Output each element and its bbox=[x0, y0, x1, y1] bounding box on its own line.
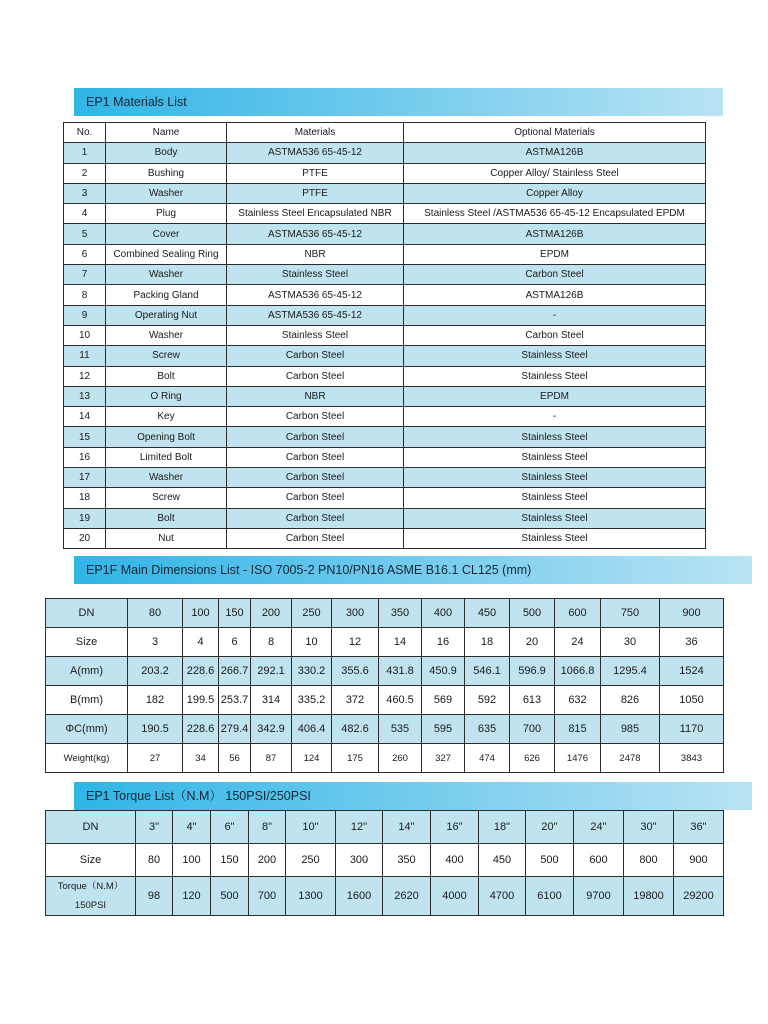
table-cell: 13 bbox=[64, 386, 106, 406]
table-cell: EPDM bbox=[404, 244, 706, 264]
table-cell: 16" bbox=[431, 811, 479, 844]
table-cell: 14 bbox=[64, 407, 106, 427]
table-cell: 6 bbox=[219, 628, 251, 657]
table-row bbox=[46, 628, 724, 657]
table-cell: Carbon Steel bbox=[227, 447, 404, 467]
table-cell: 985 bbox=[601, 715, 660, 744]
table-cell: 500 bbox=[211, 877, 249, 916]
table-cell: NBR bbox=[227, 386, 404, 406]
table-cell: 203.2 bbox=[128, 657, 183, 686]
table-cell: 3843 bbox=[660, 744, 724, 773]
table-cell: 1524 bbox=[660, 657, 724, 686]
table-cell: Stainless Steel bbox=[404, 488, 706, 508]
table-cell: 406.4 bbox=[292, 715, 332, 744]
table-cell: 600 bbox=[574, 844, 624, 877]
row-label: Size bbox=[46, 628, 128, 657]
table-cell: 10 bbox=[64, 325, 106, 345]
table-cell: 24" bbox=[574, 811, 624, 844]
table-cell: 750 bbox=[601, 599, 660, 628]
dimensions-table-body bbox=[46, 599, 724, 773]
table-cell: 450 bbox=[479, 844, 526, 877]
table-cell: 4" bbox=[173, 811, 211, 844]
table-row bbox=[64, 244, 706, 264]
table-cell: Stainless Steel bbox=[227, 265, 404, 285]
table-cell: 80 bbox=[128, 599, 183, 628]
torque-list-title: EP1 Torque List（N.M） 150PSI/250PSI bbox=[74, 782, 752, 810]
table-cell: Stainless Steel bbox=[404, 366, 706, 386]
table-cell: Limited Bolt bbox=[106, 447, 227, 467]
table-cell: Carbon Steel bbox=[227, 427, 404, 447]
table-row bbox=[46, 599, 724, 628]
table-row bbox=[64, 325, 706, 345]
table-row bbox=[64, 143, 706, 163]
table-cell: 150 bbox=[219, 599, 251, 628]
table-row bbox=[64, 285, 706, 305]
table-cell: 199.5 bbox=[183, 686, 219, 715]
table-cell: 350 bbox=[379, 599, 422, 628]
table-cell: - bbox=[404, 305, 706, 325]
table-cell: Bushing bbox=[106, 163, 227, 183]
table-cell: 100 bbox=[183, 599, 219, 628]
table-row bbox=[64, 447, 706, 467]
table-cell: 595 bbox=[422, 715, 465, 744]
table-cell: Screw bbox=[106, 346, 227, 366]
materials-table-body bbox=[64, 123, 706, 549]
table-cell: PTFE bbox=[227, 163, 404, 183]
table-cell: 600 bbox=[555, 599, 601, 628]
table-cell: 6100 bbox=[526, 877, 574, 916]
table-cell: Opening Bolt bbox=[106, 427, 227, 447]
table-cell: 18" bbox=[479, 811, 526, 844]
table-cell: 12 bbox=[64, 366, 106, 386]
table-cell: Stainless Steel Encapsulated NBR bbox=[227, 204, 404, 224]
table-cell: 18 bbox=[465, 628, 510, 657]
table-row bbox=[46, 844, 724, 877]
table-cell: 535 bbox=[379, 715, 422, 744]
table-cell: 120 bbox=[173, 877, 211, 916]
table-cell: 314 bbox=[251, 686, 292, 715]
table-cell: 19800 bbox=[624, 877, 674, 916]
table-row bbox=[64, 468, 706, 488]
column-header: Materials bbox=[227, 123, 404, 143]
table-cell: 10 bbox=[292, 628, 332, 657]
table-cell: Plug bbox=[106, 204, 227, 224]
table-cell: 24 bbox=[555, 628, 601, 657]
row-label: B(mm) bbox=[46, 686, 128, 715]
table-cell: 3 bbox=[128, 628, 183, 657]
table-cell: 1476 bbox=[555, 744, 601, 773]
table-cell: 400 bbox=[431, 844, 479, 877]
row-label: Weight(kg) bbox=[46, 744, 128, 773]
table-cell: Copper Alloy bbox=[404, 183, 706, 203]
table-cell: 250 bbox=[286, 844, 336, 877]
table-cell: 20 bbox=[64, 528, 106, 548]
table-cell: 1600 bbox=[336, 877, 383, 916]
table-cell: 228.6 bbox=[183, 657, 219, 686]
table-cell: 500 bbox=[526, 844, 574, 877]
table-cell: 6 bbox=[64, 244, 106, 264]
table-cell: 175 bbox=[332, 744, 379, 773]
table-cell: 1050 bbox=[660, 686, 724, 715]
table-cell: ASTMA536 65-45-12 bbox=[227, 285, 404, 305]
table-cell: 14 bbox=[379, 628, 422, 657]
table-cell: 2620 bbox=[383, 877, 431, 916]
table-cell: 700 bbox=[249, 877, 286, 916]
torque-table bbox=[45, 810, 724, 916]
table-cell: 10" bbox=[286, 811, 336, 844]
table-cell: 253.7 bbox=[219, 686, 251, 715]
table-cell: Carbon Steel bbox=[227, 346, 404, 366]
table-cell: Combined Sealing Ring bbox=[106, 244, 227, 264]
table-cell: 700 bbox=[510, 715, 555, 744]
table-cell: 826 bbox=[601, 686, 660, 715]
table-cell: 11 bbox=[64, 346, 106, 366]
table-cell: 19 bbox=[64, 508, 106, 528]
table-cell: 800 bbox=[624, 844, 674, 877]
row-label-line-1: Torque（N.M） bbox=[57, 881, 124, 892]
table-cell: Body bbox=[106, 143, 227, 163]
table-cell: 29200 bbox=[674, 877, 724, 916]
table-cell: 474 bbox=[465, 744, 510, 773]
dimensions-table bbox=[45, 598, 724, 773]
table-cell: 34 bbox=[183, 744, 219, 773]
table-cell: 250 bbox=[292, 599, 332, 628]
table-cell: 15 bbox=[64, 427, 106, 447]
table-cell: Nut bbox=[106, 528, 227, 548]
table-cell: 6" bbox=[211, 811, 249, 844]
table-cell: Carbon Steel bbox=[227, 508, 404, 528]
table-cell: 300 bbox=[332, 599, 379, 628]
row-label: DN bbox=[46, 599, 128, 628]
table-cell: Carbon Steel bbox=[227, 407, 404, 427]
table-cell: 2478 bbox=[601, 744, 660, 773]
table-cell: 3 bbox=[64, 183, 106, 203]
table-cell: ASTMA126B bbox=[404, 285, 706, 305]
table-cell: Washer bbox=[106, 325, 227, 345]
table-cell: 36 bbox=[660, 628, 724, 657]
table-cell: 1 bbox=[64, 143, 106, 163]
table-cell: 8" bbox=[249, 811, 286, 844]
table-row bbox=[64, 183, 706, 203]
table-cell: Copper Alloy/ Stainless Steel bbox=[404, 163, 706, 183]
table-row bbox=[46, 657, 724, 686]
table-cell: 98 bbox=[136, 877, 173, 916]
table-row bbox=[46, 811, 724, 844]
table-row bbox=[64, 407, 706, 427]
table-cell: 150 bbox=[211, 844, 249, 877]
table-cell: 190.5 bbox=[128, 715, 183, 744]
row-label: A(mm) bbox=[46, 657, 128, 686]
table-cell: 27 bbox=[128, 744, 183, 773]
table-cell: - bbox=[404, 407, 706, 427]
table-row bbox=[46, 744, 724, 773]
table-cell: ASTMA126B bbox=[404, 224, 706, 244]
table-cell: 20" bbox=[526, 811, 574, 844]
table-cell: 300 bbox=[336, 844, 383, 877]
table-cell: 8 bbox=[64, 285, 106, 305]
table-cell: 431.8 bbox=[379, 657, 422, 686]
materials-list-title: EP1 Materials List bbox=[74, 88, 723, 116]
table-cell: Operating Nut bbox=[106, 305, 227, 325]
table-cell: Stainless Steel bbox=[404, 447, 706, 467]
table-cell: 372 bbox=[332, 686, 379, 715]
table-cell: Carbon Steel bbox=[227, 528, 404, 548]
table-cell: EPDM bbox=[404, 386, 706, 406]
table-row bbox=[64, 508, 706, 528]
table-cell: 815 bbox=[555, 715, 601, 744]
column-header: Optional Materials bbox=[404, 123, 706, 143]
table-cell: 632 bbox=[555, 686, 601, 715]
table-row bbox=[64, 224, 706, 244]
table-cell: 355.6 bbox=[332, 657, 379, 686]
table-row bbox=[64, 528, 706, 548]
table-cell: NBR bbox=[227, 244, 404, 264]
materials-table bbox=[63, 122, 706, 549]
table-cell: 500 bbox=[510, 599, 555, 628]
table-cell: 342.9 bbox=[251, 715, 292, 744]
table-cell: 260 bbox=[379, 744, 422, 773]
table-cell: 292.1 bbox=[251, 657, 292, 686]
table-cell: Screw bbox=[106, 488, 227, 508]
table-cell: 4 bbox=[183, 628, 219, 657]
table-cell: 87 bbox=[251, 744, 292, 773]
table-cell: 900 bbox=[674, 844, 724, 877]
table-cell: 613 bbox=[510, 686, 555, 715]
table-cell: Stainless Steel bbox=[404, 508, 706, 528]
table-cell: Stainless Steel bbox=[404, 346, 706, 366]
table-cell: 1066.8 bbox=[555, 657, 601, 686]
table-cell: Packing Gland bbox=[106, 285, 227, 305]
table-cell: 279.4 bbox=[219, 715, 251, 744]
table-cell: Washer bbox=[106, 468, 227, 488]
table-cell: 626 bbox=[510, 744, 555, 773]
table-cell: 182 bbox=[128, 686, 183, 715]
table-cell: Cover bbox=[106, 224, 227, 244]
table-cell: 1170 bbox=[660, 715, 724, 744]
table-cell: 335.2 bbox=[292, 686, 332, 715]
table-cell: Bolt bbox=[106, 508, 227, 528]
table-cell: 1295.4 bbox=[601, 657, 660, 686]
row-label: DN bbox=[46, 811, 136, 844]
row-label: ΦC(mm) bbox=[46, 715, 128, 744]
table-cell: 350 bbox=[383, 844, 431, 877]
table-cell: 9700 bbox=[574, 877, 624, 916]
table-cell: Stainless Steel bbox=[404, 427, 706, 447]
table-cell: 12" bbox=[336, 811, 383, 844]
table-row bbox=[64, 305, 706, 325]
table-cell: Stainless Steel bbox=[227, 325, 404, 345]
table-row bbox=[64, 366, 706, 386]
table-cell: Stainless Steel bbox=[404, 468, 706, 488]
table-cell: 450.9 bbox=[422, 657, 465, 686]
table-cell: ASTMA536 65-45-12 bbox=[227, 305, 404, 325]
table-cell: 450 bbox=[465, 599, 510, 628]
table-cell: 5 bbox=[64, 224, 106, 244]
table-cell: 635 bbox=[465, 715, 510, 744]
table-row bbox=[64, 427, 706, 447]
table-row bbox=[64, 386, 706, 406]
table-cell: 460.5 bbox=[379, 686, 422, 715]
table-cell: 12 bbox=[332, 628, 379, 657]
table-row bbox=[46, 686, 724, 715]
table-cell: 8 bbox=[251, 628, 292, 657]
table-cell: 2 bbox=[64, 163, 106, 183]
table-header-row bbox=[64, 123, 706, 143]
table-cell: 36" bbox=[674, 811, 724, 844]
table-cell: 327 bbox=[422, 744, 465, 773]
table-cell: 3" bbox=[136, 811, 173, 844]
table-cell: Stainless Steel bbox=[404, 528, 706, 548]
table-cell: Carbon Steel bbox=[227, 488, 404, 508]
table-row bbox=[46, 877, 724, 916]
table-cell: 1300 bbox=[286, 877, 336, 916]
table-cell: Carbon Steel bbox=[227, 468, 404, 488]
table-cell: 30 bbox=[601, 628, 660, 657]
table-row bbox=[64, 488, 706, 508]
table-cell: 592 bbox=[465, 686, 510, 715]
table-cell: Bolt bbox=[106, 366, 227, 386]
torque-table-body bbox=[46, 811, 724, 916]
table-cell: ASTMA536 65-45-12 bbox=[227, 143, 404, 163]
dimensions-list-title: EP1F Main Dimensions List - ISO 7005-2 PN10/PN16 ASME B16.1 CL125 (mm) bbox=[74, 556, 752, 584]
table-cell: 18 bbox=[64, 488, 106, 508]
table-row bbox=[64, 163, 706, 183]
table-cell: 569 bbox=[422, 686, 465, 715]
table-cell: ASTMA536 65-45-12 bbox=[227, 224, 404, 244]
table-cell: 596.9 bbox=[510, 657, 555, 686]
table-cell: 266.7 bbox=[219, 657, 251, 686]
table-cell: 546.1 bbox=[465, 657, 510, 686]
table-cell: 14" bbox=[383, 811, 431, 844]
table-cell: Washer bbox=[106, 265, 227, 285]
table-cell: 200 bbox=[249, 844, 286, 877]
table-cell: 4000 bbox=[431, 877, 479, 916]
table-cell: 124 bbox=[292, 744, 332, 773]
table-row bbox=[64, 265, 706, 285]
table-cell: 17 bbox=[64, 468, 106, 488]
table-row bbox=[64, 204, 706, 224]
column-header: No. bbox=[64, 123, 106, 143]
row-label: Size bbox=[46, 844, 136, 877]
table-cell: ASTMA126B bbox=[404, 143, 706, 163]
table-cell: 228.6 bbox=[183, 715, 219, 744]
table-cell: 482.6 bbox=[332, 715, 379, 744]
table-row bbox=[46, 715, 724, 744]
table-cell: 80 bbox=[136, 844, 173, 877]
row-label-line-2: 150PSI bbox=[74, 900, 107, 911]
table-cell: 100 bbox=[173, 844, 211, 877]
table-cell: 7 bbox=[64, 265, 106, 285]
table-cell: O Ring bbox=[106, 386, 227, 406]
table-cell: Carbon Steel bbox=[404, 325, 706, 345]
table-cell: Stainless Steel /ASTMA536 65-45-12 Encapsulated EPDM bbox=[404, 204, 706, 224]
table-cell: 16 bbox=[64, 447, 106, 467]
row-label bbox=[46, 877, 136, 916]
table-cell: Carbon Steel bbox=[404, 265, 706, 285]
table-cell: 20 bbox=[510, 628, 555, 657]
table-cell: 16 bbox=[422, 628, 465, 657]
table-cell: 200 bbox=[251, 599, 292, 628]
table-cell: 900 bbox=[660, 599, 724, 628]
table-cell: 4700 bbox=[479, 877, 526, 916]
table-cell: 30" bbox=[624, 811, 674, 844]
table-cell: Key bbox=[106, 407, 227, 427]
table-cell: Washer bbox=[106, 183, 227, 203]
table-cell: 330.2 bbox=[292, 657, 332, 686]
table-row bbox=[64, 346, 706, 366]
table-cell: PTFE bbox=[227, 183, 404, 203]
table-cell: Carbon Steel bbox=[227, 366, 404, 386]
table-cell: 56 bbox=[219, 744, 251, 773]
table-cell: 400 bbox=[422, 599, 465, 628]
column-header: Name bbox=[106, 123, 227, 143]
table-cell: 4 bbox=[64, 204, 106, 224]
table-cell: 9 bbox=[64, 305, 106, 325]
